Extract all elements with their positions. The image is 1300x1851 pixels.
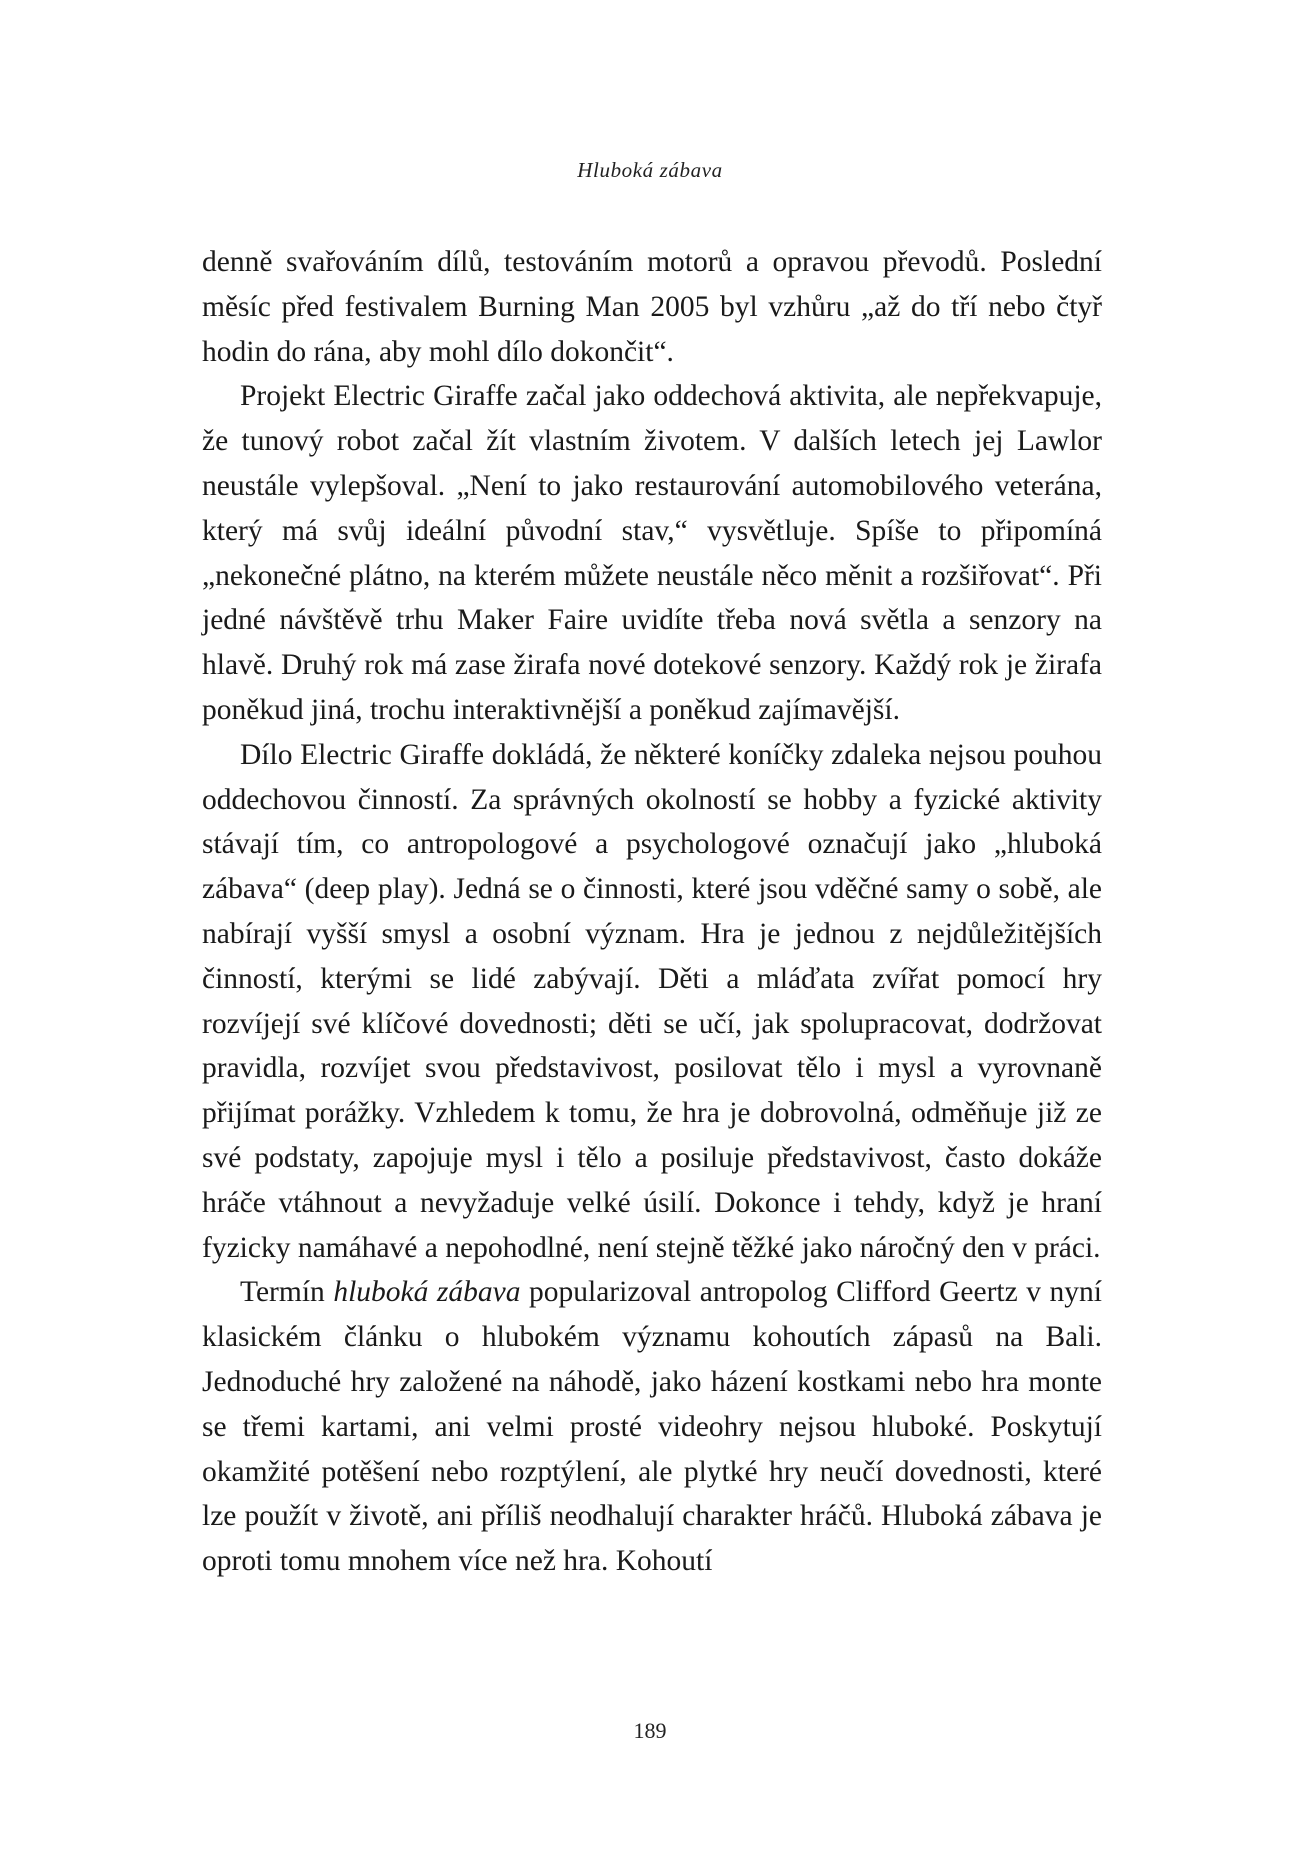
paragraph-text: Termín	[240, 1276, 334, 1309]
paragraph: Projekt Electric Giraffe začal jako oddechová aktivita, ale nepřekvapuje, že tunový robot začal žít vlastním životem. V dalších letech jej Lawlor neustále vylepšoval. „Není to jako restaurování automobilového veterána, který má svůj ideální původní stav,“ vysvětluje. Spíše to připomíná „nekonečné plátno, na kterém můžete neustále něco měnit a rozšiřovat“. Při jedné návštěvě trhu Maker Faire uvidíte třeba nová světla a senzory na hlavě. Druhý rok má zase žirafa nové dotekové senzory. Každý rok je žirafa poněkud jiná, trochu interaktivnější a poněkud zajímavější.	[202, 380, 1102, 726]
body-text	[202, 240, 1102, 1584]
paragraph: Dílo Electric Giraffe dokládá, že některé koníčky zdaleka nejsou pouhou oddechovou činností. Za správných okolností se hobby a fyzické aktivity stávají tím, co antropologové a psychologové označují jako „hluboká zábava“ (deep play). Jedná se o činnosti, které jsou vděčné samy o sobě, ale nabírají vyšší smysl a osobní význam. Hra je jednou z nejdůležitějších činností, kterými se lidé zabývají. Děti a mláďata zvířat pomocí hry rozvíjejí své klíčové dovednosti; děti se učí, jak spolupracovat, dodržovat pravidla, rozvíjet svou představivost, posilovat tělo i mysl a vyrovnaně přijímat porážky. Vzhledem k tomu, že hra je dobrovolná, odměňuje již ze své podstaty, zapojuje mysl i tělo a posiluje představivost, často dokáže hráče vtáhnout a nevyžaduje velké úsilí. Dokonce i tehdy, když je hraní fyzicky namáhavé a nepohodlné, není stejně těžké jako náročný den v práci.	[202, 738, 1102, 1264]
paragraph	[202, 1270, 1102, 1584]
italic-term: hluboká zábava	[333, 1276, 521, 1309]
paragraph: denně svařováním dílů, testováním motorů a opravou převodů. Poslední měsíc před festivalem Burning Man 2005 byl vzhůru „až do tří nebo čtyř hodin do rána, aby mohl dílo dokončit“.	[202, 246, 1102, 368]
running-header: Hluboká zábava	[577, 158, 723, 182]
paragraph-text: popularizoval antropolog Clifford Geertz v nyní klasickém článku o hlubokém významu kohoutích zápasů na Bali. Jednoduché hry založené na náhodě, jako házení kostkami nebo hra monte se třemi kartami, ani velmi prosté videohry nejsou hluboké. Poskytují okamžité potěšení nebo rozptýlení, ale plytké hry neučí dovednosti, které lze použít v životě, ani příliš neodhalují charakter hráčů. Hluboká zábava je oproti tomu mnohem více než hra. Kohoutí	[202, 1276, 1102, 1578]
page-number: 189	[633, 1718, 667, 1743]
